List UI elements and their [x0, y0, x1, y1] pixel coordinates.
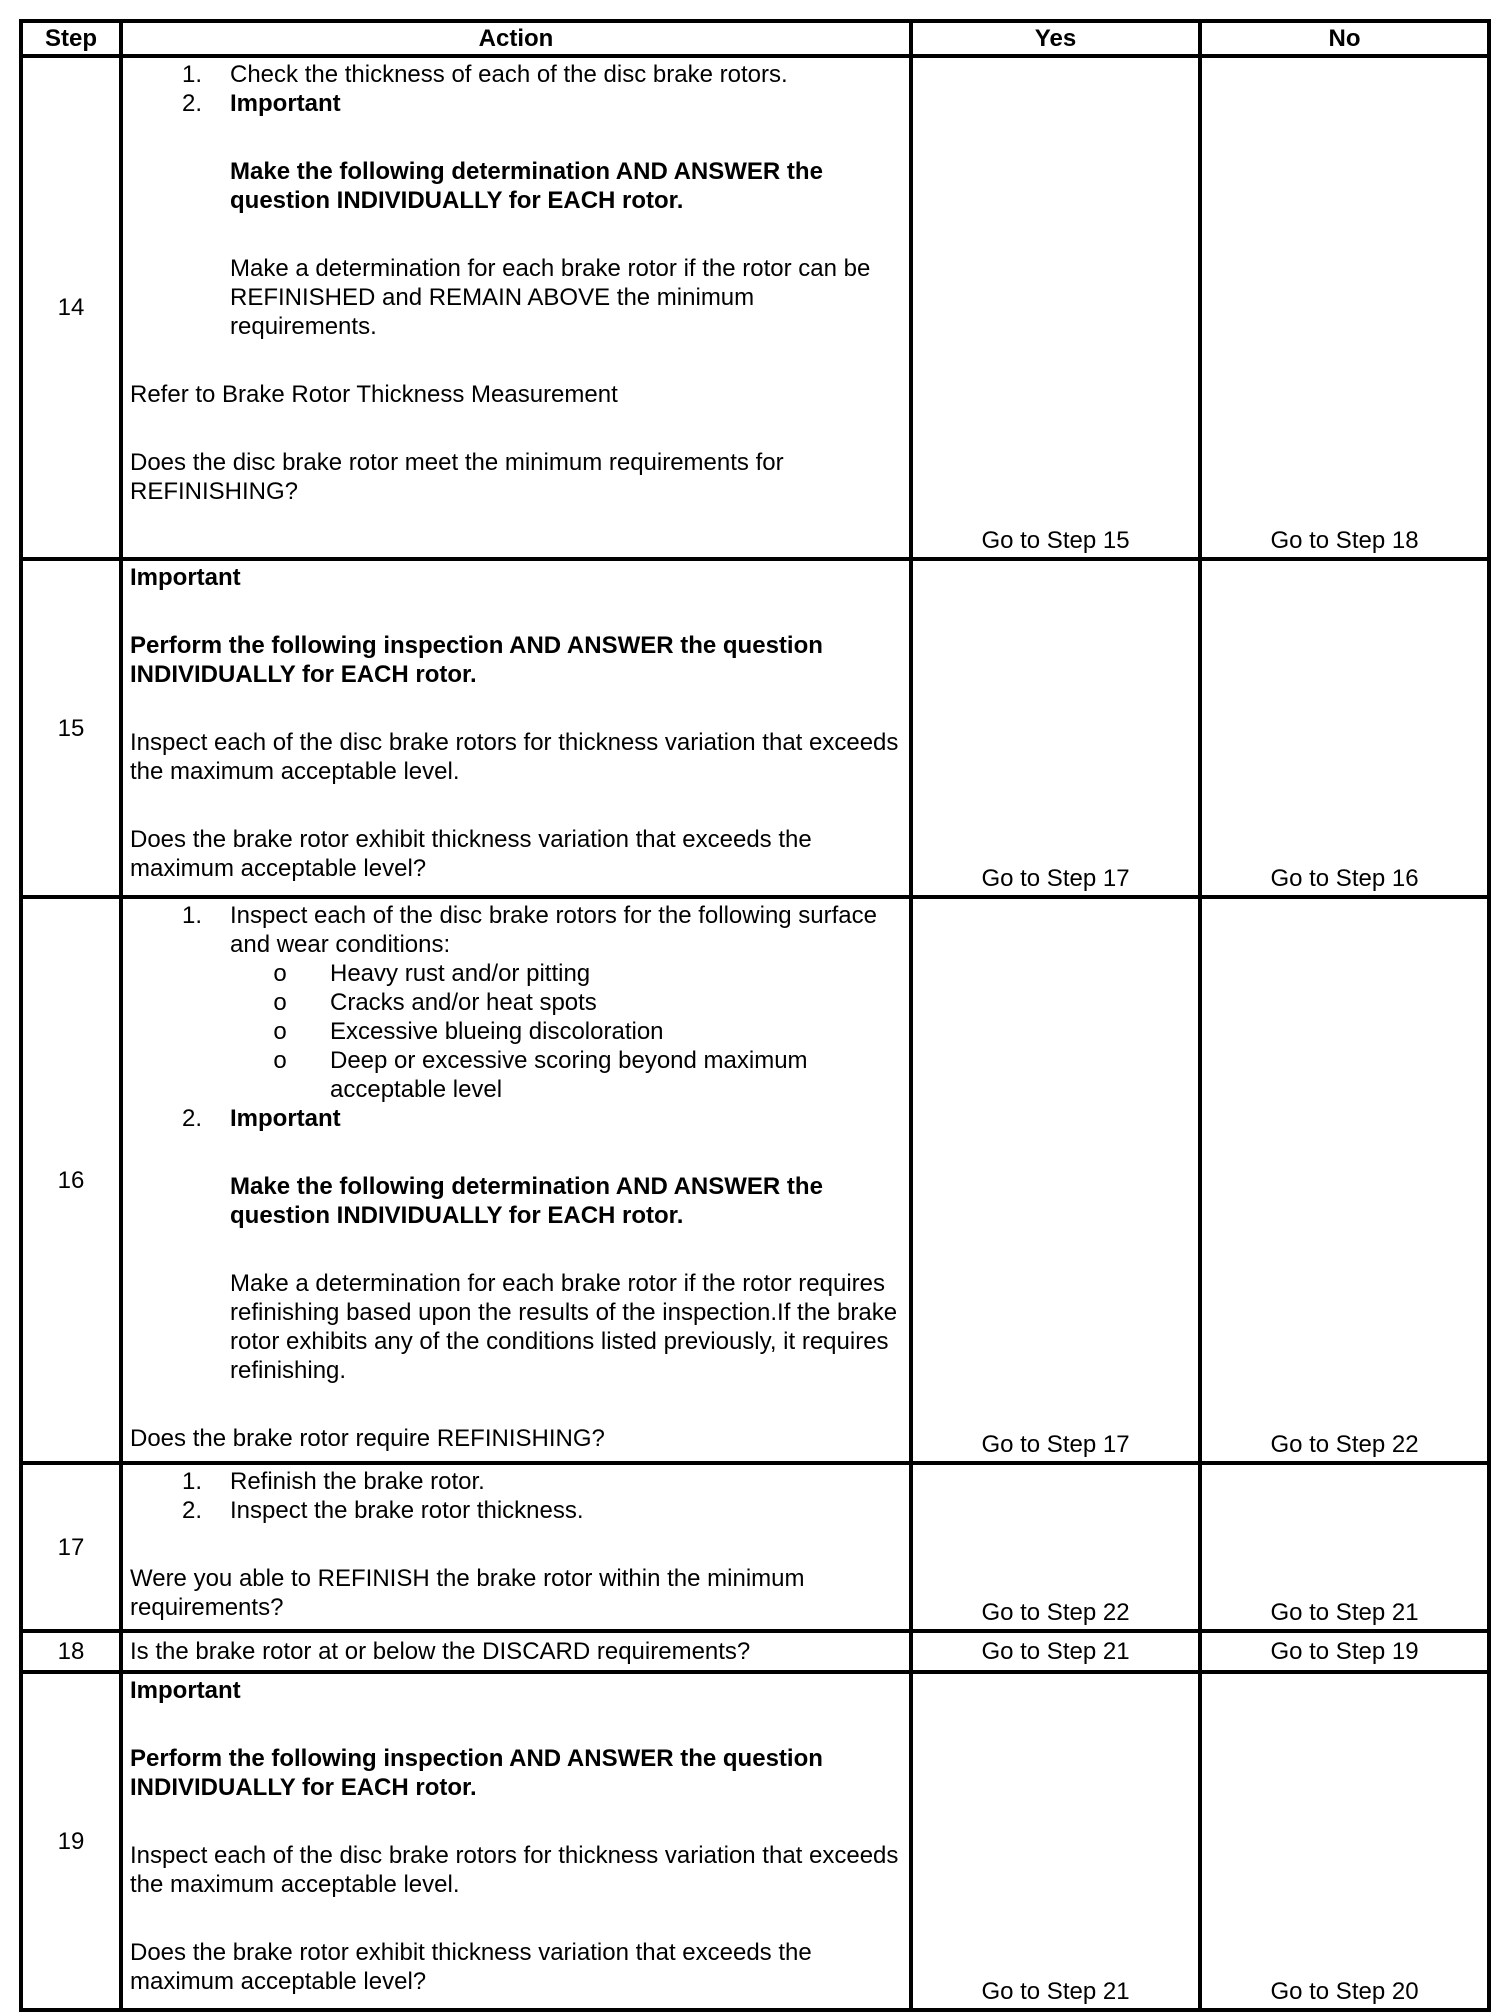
item-number: 2. — [181, 90, 202, 117]
condition-item — [230, 1046, 902, 1104]
question-text: Does the disc brake rotor meet the minimum requirements for REFINISHING? — [130, 449, 784, 505]
bullet-icon: o — [273, 1018, 287, 1045]
reference-text: Refer to Brake Rotor Thickness Measurement — [130, 381, 618, 408]
header-yes: Yes — [911, 21, 1200, 56]
no-result: Go to Step 19 — [1200, 1631, 1489, 1672]
question-text: Does the brake rotor exhibit thickness variation that exceeds the maximum acceptable level? — [130, 1939, 812, 1995]
header-step: Step — [21, 21, 121, 56]
item-text: Refinish the brake rotor. — [230, 1468, 485, 1495]
list-item — [130, 901, 902, 1104]
important-note: Perform the following inspection AND ANSWER the question INDIVIDUALLY for EACH rotor. — [130, 632, 823, 688]
important-heading: Important — [130, 564, 241, 591]
item-number: 2. — [181, 1105, 202, 1132]
step-number: 16 — [21, 897, 121, 1463]
bullet-icon: o — [273, 989, 287, 1016]
bullet-icon: o — [273, 960, 287, 987]
step-number: 19 — [21, 1672, 121, 2010]
step-number: 17 — [21, 1463, 121, 1631]
item-number: 2. — [181, 1497, 202, 1524]
important-note: Perform the following inspection AND ANSWER the question INDIVIDUALLY for EACH rotor. — [130, 1745, 823, 1801]
question-text: Does the brake rotor exhibit thickness variation that exceeds the maximum acceptable level? — [130, 826, 812, 882]
item-text: Inspect each of the disc brake rotors for the following surface and wear conditions: — [230, 902, 878, 958]
list-item — [130, 1104, 902, 1385]
header-row — [21, 21, 1489, 56]
yes-result: Go to Step 21 — [911, 1672, 1200, 2010]
no-result: Go to Step 18 — [1200, 56, 1489, 559]
list-item — [130, 1496, 902, 1525]
item-text: Make a determination for each brake rotor if the rotor requires refinishing based upon the results of the inspection.If the brake rotor exhibits any of the conditions listed previously, it requires refinishing. — [230, 1270, 898, 1384]
yes-result: Go to Step 15 — [911, 56, 1200, 559]
table-row-step-14 — [21, 56, 1489, 559]
important-heading: Important — [230, 90, 341, 117]
item-number: 1. — [181, 1468, 202, 1495]
action-cell — [121, 1672, 911, 2010]
step-number: 15 — [21, 559, 121, 897]
header-no: No — [1200, 21, 1489, 56]
condition-item — [230, 988, 902, 1017]
table-row-step-19 — [21, 1672, 1489, 2010]
condition-text: Excessive blueing discoloration — [330, 1018, 664, 1045]
item-text: Inspect each of the disc brake rotors for thickness variation that exceeds the maximum acceptable level. — [130, 1842, 899, 1898]
table-row-step-18 — [21, 1631, 1489, 1672]
question-text: Is the brake rotor at or below the DISCARD requirements? — [121, 1631, 911, 1672]
table-row-step-15 — [21, 559, 1489, 897]
condition-item — [230, 959, 902, 988]
yes-result: Go to Step 21 — [911, 1631, 1200, 1672]
question-text: Does the brake rotor require REFINISHING? — [130, 1425, 605, 1452]
item-text: Make a determination for each brake rotor if the rotor can be REFINISHED and REMAIN ABOVE the minimum requirements. — [230, 255, 871, 340]
important-heading: Important — [130, 1677, 241, 1704]
condition-list — [230, 959, 902, 1104]
important-note: Make the following determination AND ANSWER the question INDIVIDUALLY for EACH rotor. — [230, 158, 823, 214]
bullet-icon: o — [273, 1047, 287, 1074]
no-result: Go to Step 16 — [1200, 559, 1489, 897]
diagnostic-table — [19, 19, 1491, 2012]
important-note: Make the following determination AND ANSWER the question INDIVIDUALLY for EACH rotor. — [230, 1173, 823, 1229]
action-cell — [121, 897, 911, 1463]
list-item — [130, 89, 902, 341]
condition-text: Cracks and/or heat spots — [330, 989, 597, 1016]
yes-result: Go to Step 17 — [911, 897, 1200, 1463]
action-cell — [121, 559, 911, 897]
action-cell — [121, 56, 911, 559]
action-list — [130, 1467, 902, 1525]
condition-text: Deep or excessive scoring beyond maximum acceptable level — [330, 1047, 808, 1103]
no-result: Go to Step 20 — [1200, 1672, 1489, 2010]
action-list — [130, 901, 902, 1385]
yes-result: Go to Step 17 — [911, 559, 1200, 897]
no-result: Go to Step 21 — [1200, 1463, 1489, 1631]
important-heading: Important — [230, 1105, 341, 1132]
condition-text: Heavy rust and/or pitting — [330, 960, 591, 987]
list-item — [130, 60, 902, 89]
table-row-step-17 — [21, 1463, 1489, 1631]
no-result: Go to Step 22 — [1200, 897, 1489, 1463]
action-cell — [121, 1463, 911, 1631]
condition-item — [230, 1017, 902, 1046]
item-text: Inspect the brake rotor thickness. — [230, 1497, 584, 1524]
item-number: 1. — [181, 902, 202, 929]
yes-result: Go to Step 22 — [911, 1463, 1200, 1631]
item-number: 1. — [181, 61, 202, 88]
step-number: 18 — [21, 1631, 121, 1672]
step-number: 14 — [21, 56, 121, 559]
table-row-step-16 — [21, 897, 1489, 1463]
action-list — [130, 60, 902, 341]
header-action: Action — [121, 21, 911, 56]
item-text: Check the thickness of each of the disc brake rotors. — [230, 61, 788, 88]
list-item — [130, 1467, 902, 1496]
question-text: Were you able to REFINISH the brake rotor within the minimum requirements? — [130, 1565, 805, 1621]
item-text: Inspect each of the disc brake rotors for thickness variation that exceeds the maximum acceptable level. — [130, 729, 899, 785]
